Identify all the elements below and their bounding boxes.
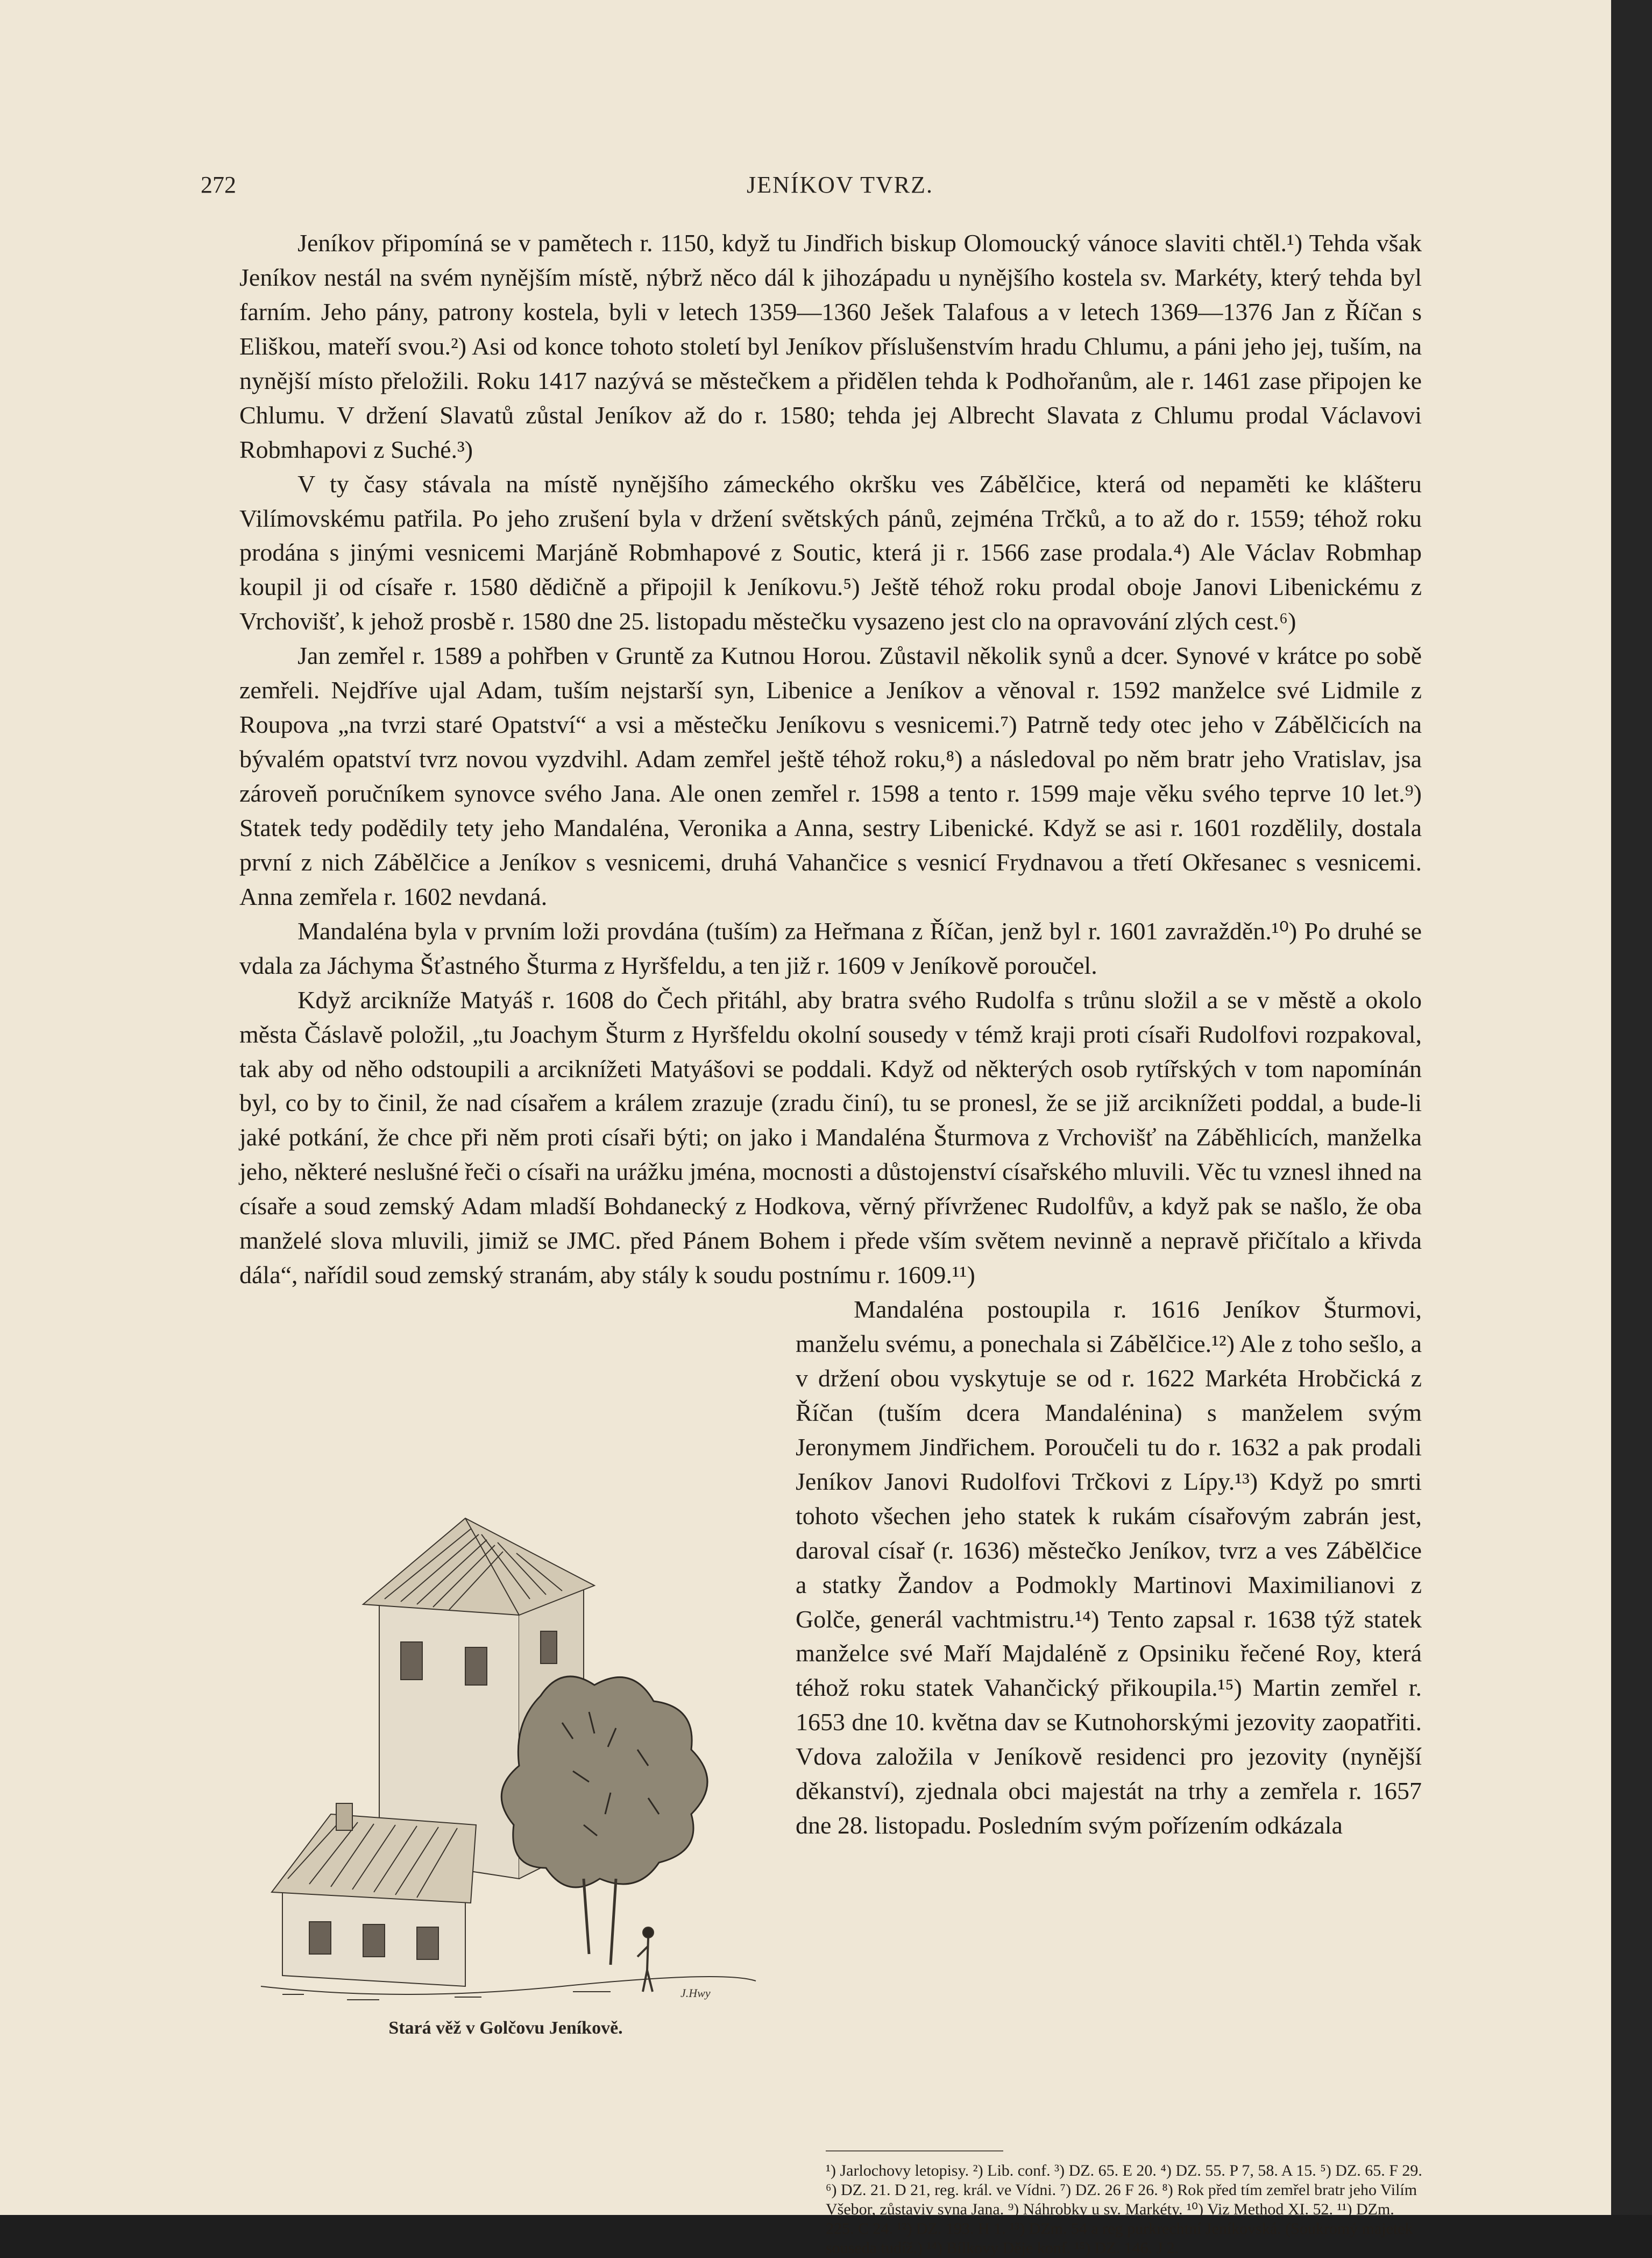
footnotes: ¹) Jarlochovy letopisy. ²) Lib. conf. ³) DZ. 65. E 20. ⁴) DZ. 55. P 7, 58. A 15. ⁵) DZ. 65. F 29. ⁶) DZ. 21. D 21, reg. král. ve Vídni. ⁷) DZ. 26 F 26. ⁸) Rok před tím zemřel bratr jeho Vilím Všebor, zůstaviv syna Jana. ⁹) Náhrobky u sv. Markéty. ¹⁰) Viz Method XI. 52. ¹¹) DZm. 225. C 24. ¹²) DZ. 193. H 1. ¹³) DZm. 54 a reg purkrechtní Jeníkovská. (Soukromý majetek souseda tudíž.) ¹⁴) Bílkovy Děje konf. ¹⁵) DZ. 146. J 2. xyxy=(826,2162,1422,2257)
page-number: 272 xyxy=(201,172,236,198)
paragraph: Když arcikníže Matyáš r. 1608 do Čech přitáhl, aby bratra svého Rudolfa s trůnu složil a se v městě a okolo města Čáslavě položil, „tu Joachym Šturm z Hyršfeldu okolní sousedy v témž kraji proti císaři Rudolfovi rozpakoval, tak aby od něho odstoupili a arciknížeti Matyášovi se poddali. Když od některých osob rytířských v tom napomínán byl, co by to činil, že nad císařem a králem zrazuje (zradu činí), tu se pronesl, že se již arciknížeti poddal, a bude-li jaké potkání, že chce při něm proti císaři býti; on jako i Mandaléna Šturmova z Vrchovišť na Záběhlicích, manželka jeho, některé neslušné řeči o císaři na urážku jména, mocnosti a důstojenství císařského mluvili. Věc tu vznesl ihned na císaře a soud zemský Adam mladší Bohdanecký z Hodkova, věrný přívrženec Rudolfův, a když pak se našlo, že oba manželé slova mluvili, jimiž se JMC. před Pánem Bohem i přede vším světem nevinně a nepravě přičítalo a křivda dála“, nařídil soud zemský stranám, aby stály k soudu postnímu r. 1609.¹¹) xyxy=(239,986,1422,1289)
paragraph: V ty časy stávala na místě nynějšího zámeckého okršku ves Zábělčice, která od nepaměti ke klášteru Vilímovskému patřila. Po jeho zrušení byla v držení světských pánů, zejména Trčků, a to až do r. 1559; téhož roku prodána s jinými vesnicemi Marjáně Robmhapové z Soutic, která ji r. 1566 zase prodala.⁴) Ale Václav Robmhap koupil ji od císaře r. 1580 dědičně a připojil k Jeníkovu.⁵) Ještě téhož roku prodal oboje Janovi Libenickému z Vrchovišť, k jehož prosbě r. 1580 dne 25. listopadu městečku vysazeno jest clo na opravování zlých cest.⁶) xyxy=(239,470,1422,635)
running-title: JENÍKOV TVRZ. xyxy=(746,172,934,198)
tower-illustration xyxy=(239,1470,772,2008)
paragraph: Jeníkov připomíná se v pamětech r. 1150, když tu Jindřich biskup Olomoucký vánoce slaviti chtěl.¹) Tehda však Jeníkov nestál na svém nynějším místě, nýbrž něco dál k jihozápadu u nynějšího kostela sv. Markéty, který tehda byl farním. Jeho pány, patrony kostela, byli v letech 1359—1360 Ješek Talafous a v letech 1369—1376 Jan z Říčan s Eliškou, mateří svou.²) Asi od konce tohoto století byl Jeníkov příslušenstvím hradu Chlumu, a páni jeho jej, tuším, na nynější místo přeložili. Roku 1417 nazývá se městečkem a přidělen tehda k Podhořanům, ale r. 1461 zase připojen ke Chlumu. V držení Slavatů zůstal Jeníkov až do r. 1580; tehda jej Albrecht Slavata z Chlumu prodal Václavovi Robmhapovi z Suché.³) xyxy=(239,229,1422,463)
paragraph: Jan zemřel r. 1589 a pohřben v Gruntě za Kutnou Horou. Zůstavil několik synů a dcer. Synové v krátce po sobě zemřeli. Nejdříve ujal Adam, tuším nejstarší syn, Libenice a Jeníkov a věnoval r. 1592 manželce své Lidmile z Roupova „na tvrzi staré Opatství“ a vsi a městečku Jeníkovu s vesnicemi.⁷) Patrně tedy otec jeho v Zábělčicích na bývalém opatství tvrz novou vyzdvihl. Adam zemřel ještě téhož roku,⁸) a následoval po něm bratr jeho Vratislav, jsa zároveň poručníkem synovce svého Jana. Ale onen zemřel r. 1598 a tento r. 1599 maje věku svého teprve 10 let.⁹) Statek tedy podědily tety jeho Mandaléna, Veronika a Anna, sestry Libenické. Když se asi r. 1601 rozdělily, dostala první z nich Zábělčice a Jeníkov s vesnicemi, druhá Vahančice s vesnicí Frydnavou a třetí Okřesanec s vesnicemi. Anna zemřela r. 1602 nevdaná. xyxy=(239,642,1422,910)
footnote-divider xyxy=(826,2150,1003,2151)
figure-caption: Stará věž v Golčovu Jeníkově. xyxy=(388,2018,623,2038)
illustration-figure xyxy=(239,1470,772,2051)
paragraph: Mandaléna byla v prvním loži provdána (tuším) za Heřmana z Říčan, jenž byl r. 1601 zavražděn.¹⁰) Po druhé se vdala za Jáchyma Šťastného Šturma z Hyršfeldu, a ten již r. 1609 v Jeníkově poroučel. xyxy=(239,917,1422,979)
page-edge-shadow xyxy=(1611,0,1652,2215)
artist-signature: J.Hwy xyxy=(680,1986,711,2000)
body-text xyxy=(239,226,1422,2051)
paragraph: Mandaléna postoupila r. 1616 Jeníkov Šturmovi, manželu svému, a ponechala si Zábělčice.¹²) Ale z toho sešlo, a v držení obou vyskytuje se od r. 1622 Markéta Hrobčická z Říčan (tuším dcera Mandalénina) s manželem svým Jeronymem Jindřichem. Poroučeli tu do r. 1632 a pak prodali Jeníkov Janovi Rudolfovi Trčkovi z Lípy.¹³) Když po smrti tohoto všechen jeho statek k rukám císařovým zabrán jest, daroval císař (r. 1636) městečko Jeníkov, tvrz a ves Zábělčice a statky Žandov a Podmokly Martinovi Maximilianovi z Golče, generál vachtmistru.¹⁴) Tento zapsal r. 1638 týž statek manželce své Maří Majdaléně z Opsiniku řečené Roy, která téhož roku statek Vahančický přikoupila.¹⁵) Martin zemřel r. 1653 dne 10. května dav se Kutnohorskými jezovity zaopatřiti. Vdova založila v Jeníkově residenci pro jezovity (nynější děkanství), zjednala obci majestát na trhy a zemřela r. 1657 dne 28. listopadu. Posledním svým pořízením odkázala xyxy=(796,1296,1422,1839)
page-header xyxy=(201,171,1479,203)
